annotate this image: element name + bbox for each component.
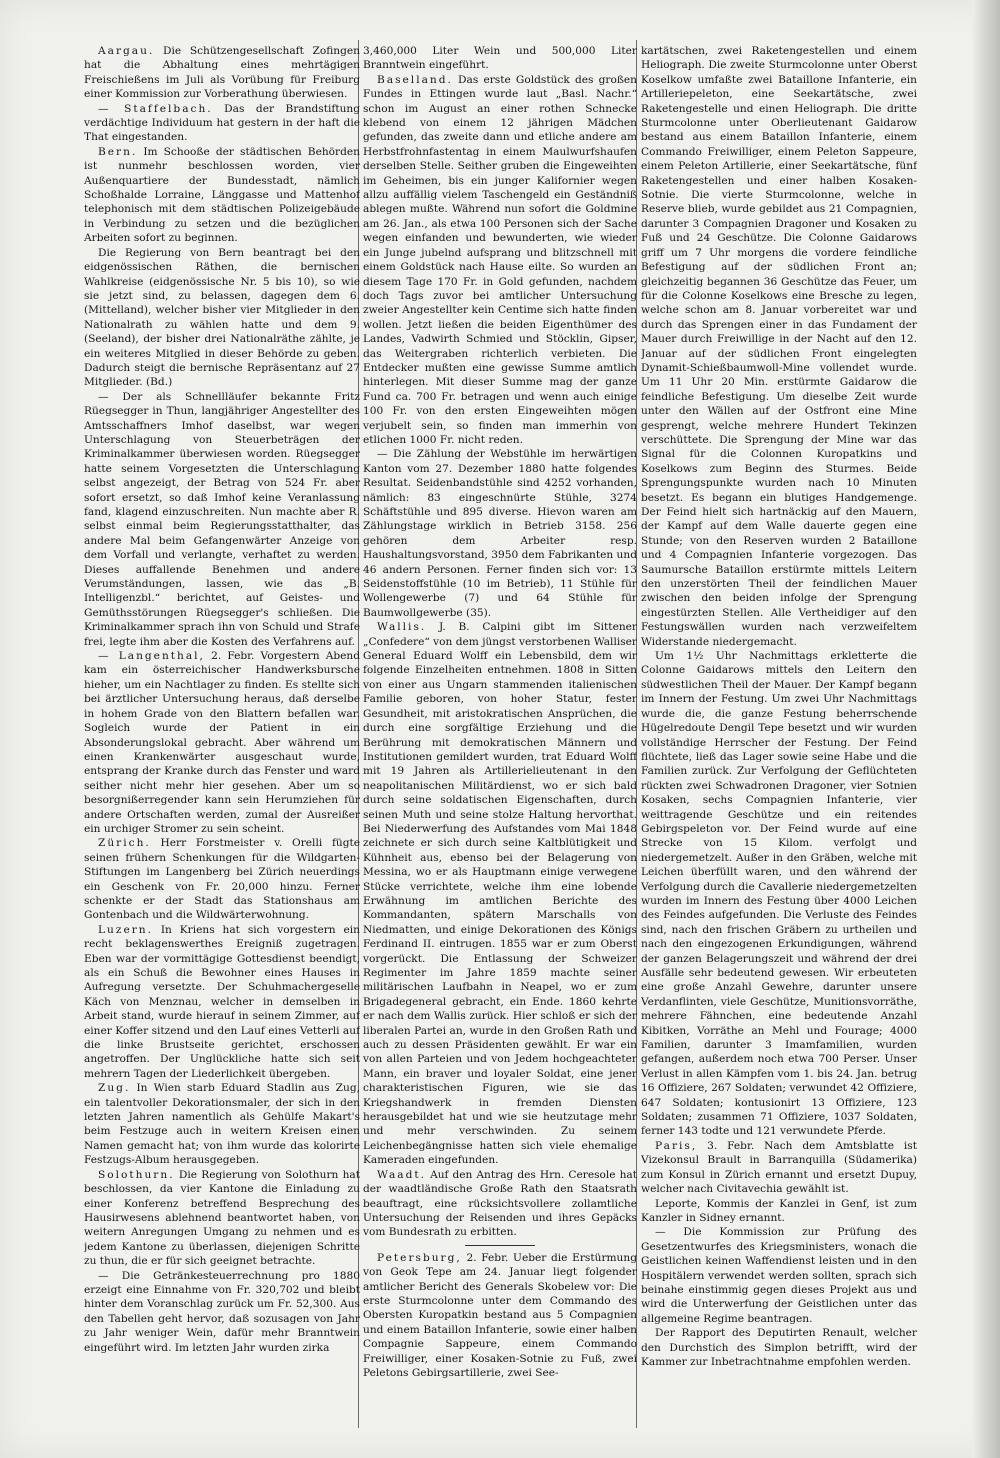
article-paragraph [84,923,360,1081]
paragraph-text: Herr Forstmeister v. Orelli fügte seinen frühern Schenkungen für die Wildgarten-Stiftungen im Langenberg bei Zürich neuerdings ein Geschenk von Fr. 20,000 hinzu. Ferner schenkte er der Stadt das Stationshaus am Gontenbach und die Wildwärterwohnung. [84,837,360,922]
article-paragraph [84,1081,360,1167]
paragraph-text: Auf den Antrag des Hrn. Ceresole hat der waadtländische Große Rath den Staatsrath beauftragt, eine rücksichtsvollere zollamtliche Untersuchung der Reisenden und ihres Gepäcks vom Bundesrath zu erbitten. [363,1168,637,1239]
paragraph-text: Das der Brandstiftung verdächtige Individuum hat gestern in der haft die That eingestanden. [84,102,360,144]
article-paragraph [84,390,360,649]
paragraph-text: — Die Getränkesteuerrechnung pro 1880 erzeigt eine Einnahme von Fr. 320,702 und bleibt hinter dem Voranschlag zurück um Fr. 52,300. Aus den Tabellen geht hervor, daß sozusagen von Jahr zu Jahr weniger Wein, dafür mehr Branntwein eingeführt wird. Im letzten Jahr wurden zirka [84,1269,360,1354]
paragraph-text: Die Regierung von Bern beantragt bei den eidgenössischen Räthen, die bernischen Wahlkreise (eidgenössische Nr. 5 bis 10), so wie sie jetzt sind, zu belassen, dagegen dem 6. (Mittelland), welcher bisher vier Mitglieder in den Nationalrath zu wählen hatte und dem 9. (Seeland), der bisher drei Nationalräthe zählte, je ein weiteres Mitglied in dieser Behörde zu geben. Dadurch steigt die bernische Repräsentanz auf 27 Mitglieder. (Bd.) [84,246,360,389]
paragraph-text: Im Schooße der städtischen Behörden ist nunmehr beschlossen worden, vier Außenquartiere der Bundesstadt, nämlich Schoßhalde Lorraine, Länggasse und Mattenhof telephonisch mit dem städtischen Polizeigebäude in Verbindung zu setzen und die bezüglichen Arbeiten sofort zu beginnen. [84,145,360,245]
article-paragraph [84,1168,360,1269]
dateline: — Langenthal, [98,650,205,663]
article-paragraph [363,447,637,620]
paragraph-text: 3,460,000 Liter Wein und 500,000 Liter Branntwein eingeführt. [363,45,637,72]
article-paragraph [84,649,360,836]
article-paragraph [84,145,360,246]
dateline: Baselland. [377,73,453,86]
paragraph-text: Der Rapport des Deputirten Renault, welcher den Durchstich des Simplon betrifft, wird der Kammer zur Inbetrachtnahme empfohlen werden. [641,1327,917,1368]
dateline: Solothurn. [98,1168,175,1181]
article-paragraph [363,1168,637,1240]
article-paragraph [363,620,637,1167]
article-paragraph [363,44,637,73]
article-paragraph [84,1269,360,1355]
paragraph-text: J. B. Calpini gibt im Sittener „Confedere“ von dem jüngst verstorbenen Walliser General Eduard Wolff ein Lebensbild, dem wir folgende Einzelheiten entnehmen. 1808 in Sitten von einer aus Ungarn stammenden italienischen Familie geboren, von hoher Statur, fester Gesundheit, mit aristokratischen Ansprüchen, die durch eine sorgfältige Erziehung und die Berührung mit demokratischen Männern und Institutionen gemildert wurden, trat Eduard Wolff mit 19 Jahren als Artillerielieutenant in den neapolitanischen Militärdienst, wo er sich bald durch seine soldatischen Eigenschaften, durch seinen Muth und seine stolze Haltung hervorthat. Bei Niederwerfung des Aufstandes vom Mai 1848 zeichnete er sich durch seine Kaltblütigkeit und Kühnheit aus, ebenso bei der Belagerung von Messina, wo er als Hauptmann einige verwegene Stücke verrichtete, welche ihm eine lobende Erwähnung im amtlichen Berichte des Kommandanten, spätern Marschalls von Niedmatten, und einige Dekorationen des Königs Ferdinand II. eintrugen. 1855 war er zum Oberst vorgerückt. Die Entlassung der Schweizer Regimenter im Jahre 1859 machte seiner militärischen Laufbahn in Neapel, wo er zum Brigadegeneral gebracht, ein Ende. 1860 kehrte er nach dem Wallis zurück. Hier schloß er sich der liberalen Partei an, wurde in den Großen Rath und auch zu dessen Präsidenten gewählt. Er war ein von allen Parteien und von Jedem hochgeachteter Mann, ein braver und loyaler Soldat, eine jener charakteristischen Figuren, wie sie das Kriegshandwerk in fremden Diensten herausgebildet hat und wie sie heutzutage mehr und mehr verschwinden. Zu seinem Leichenbegängnisse hatten sich viele ehemalige Kameraden eingefunden. [363,621,637,1167]
article-paragraph [641,44,917,649]
column-1 [84,44,360,1424]
paragraph-text: In Wien starb Eduard Stadlin aus Zug, ein talentvoller Dekorationsmaler, der sich in den letzten Jahren namentlich als Gehülfe Makart's beim Festzuge auch in weitern Kreisen einen Namen gemacht hat; von ihm wurde das kolorirte Festzugs-Album herausgegeben. [84,1082,360,1167]
article-paragraph [363,1251,637,1381]
column-3 [641,44,917,1424]
article-paragraph [641,1139,917,1197]
article-paragraph [363,73,637,448]
paragraph-text: — Der als Schnellläufer bekannte Fritz Rüegsegger in Thun, langjähriger Angestellter des Amtsschaffners Imhof daselbst, war wegen Unterschlagung von Steuerbeträgen der Kriminalkammer überwiesen worden. Rüegsegger hatte seinem Vorgesetzten die Unterschlagung selbst angezeigt, der Betrag von 524 Fr. aber sofort ersetzt, so daß Imhof keine Veranlassung fand, klagend einzuschreiten. Nun machte aber R. selbst einmal beim Regierungsstatthalter, das andere Mal beim Gefangenwärter Anzeige von dem Vorfall und verlangte, verhaftet zu werden. Dieses auffallende Benehmen und andere Verumständungen, lassen, wie das „B. Intelligenzbl.“ berichtet, auf Geistes- und Gemüthsstörungen Rüegsegger's schließen. Die Kriminalkammer sprach ihn von Schuld und Strafe frei, legte ihm aber die Kosten des Verfahrens auf. [84,390,360,648]
paragraph-text: — Die Zählung der Webstühle im herwärtigen Kanton vom 27. Dezember 1880 hatte folgendes Resultat. Seidenbandstühle sind 4252 vorhanden, nämlich: 83 eingeschnürte Stühle, 3274 Schäftstühle und 895 diverse. Hievon waren am Zählungstage wirklich in Betrieb 3158. 256 gehören dem Arbeiter resp. Haushaltungsvorstand, 3950 dem Fabrikanten und 46 andern Personen. Ferner finden sich vor: 13 Seidenstoffstühle (10 im Betrieb), 11 Stühle für Wollengewerbe (7) und 64 Stühle für Baumwollgewerbe (35). [363,448,637,619]
paragraph-text: Um 1½ Uhr Nachmittags erkletterte die Colonne Gaidarows mittels den Leitern den südwestlichen Theil der Mauer. Der Kampf begann im Innern der Festung. Um zwei Uhr Nachmittags wurde die, die ganze Festung beherrschende Hügelredoute Dengil Tepe besetzt und wir wurden vollständige Herrscher der Festung. Der Feind flüchtete, ließ das Lager sowie seine Habe und die Familien zurück. Zur Verfolgung der Geflüchteten rückten zwei Schwadronen Dragoner, vier Sotnien Kosaken, sechs Compagnien Infanterie, vier weittragende Geschütze und ein reitendes Gebirgspeleton vor. Der Feind wurde auf eine Strecke von 15 Kilom. verfolgt und niedergemetzelt. Außer in den Gräben, welche mit Leichen überfüllt waren, und den während der Verfolgung durch die Cavallerie niedergemetzelten wurden im Innern des Festung über 4000 Leichen des Feindes aufgefunden. Die Verluste des Feindes sind, nach den frischen Gräbern zu urtheilen und nach den eingezogenen Erkundigungen, während der ganzen Belagerungszeit und während der drei Ausfälle sehr bedeutend gewesen. Wir erbeuteten eine große Anzahl Gewehre, darunter unsere Verdanflinten, viele Geschütze, Munitionsvorräthe, mehrere Fähnchen, eine bedeutende Anzahl Kibitken, Vorräthe an Mehl und Fourage; 4000 Familien, darunter 3 Imamfamilien, wurden gefangen, außerdem noch etwa 700 Perser. Unser Verlust in allen Kämpfen vom 1. bis 24. Jan. betrug 16 Offiziere, 267 Soldaten; verwundet 42 Offiziere, 647 Soldaten; kontusionirt 13 Offiziere, 123 Soldaten; zusammen 71 Offiziere, 1037 Soldaten, ferner 143 todte und 121 verwundete Pferde. [641,650,917,1138]
paragraph-text: kartätschen, zwei Raketengestellen und einem Heliograph. Die zweite Sturmcolonne unter Oberst Koselkow umfaßte zwei Bataillone Infanterie, ein Artilleriepeleton, eine Seekartätsche, zwei Raketengestelle und einen Heliograph. Die dritte Sturmcolonne unter Oberlieutenant Gaidarow bestand aus einem Bataillon Infanterie, einem Commando Freiwilliger, einem Peleton Sappeure, einem Peleton Artillerie, einer Seekartätsche, fünf Raketengestellen und einer halben Kosaken-Sotnie. Die vierte Sturmcolonne, welche in Reserve blieb, wurde gebildet aus 21 Compagnien, darunter 3 Compagnien Dragoner und Kosaken zu Fuß und 24 Geschütze. Die Colonne Gaidarows griff um 7 Uhr morgens die vordere feindliche Befestigung auf der südlichen Front an; gleichzeitig begannen 36 Geschütze das Feuer, um für die Colonne Koselkows eine Bresche zu legen, welche schon am 8. Januar vorbereitet war und durch das Sprengen einer in das Fundament der Mauer durch Freiwillige in der Nacht auf den 12. Januar auf der südlichen Front eingelegten Dynamit-Schießbaumwoll-Mine vollendet wurde. Um 11 Uhr 20 Min. erstürmte Gaidarow die feindliche Befestigung. Um dieselbe Zeit wurde unter den Wällen auf der Ostfront eine Mine gesprengt, welche mehrere Hundert Tekinzen verschüttete. Die Sprengung der Mine war das Signal für die Colonnen Kuropatkins und Koselkows zum Beginn des Sturmes. Beide Sprengungspunkte wurden nach 10 Minuten besetzt. Es begann ein blutiges Handgemenge. Der Feind hielt sich hartnäckig auf den Mauern, der Kampf auf dem Walle dauerte gegen eine Stunde; von den Reserven wurden 2 Bataillone und 4 Compagnien Infanterie vorgezogen. Das Saumursche Bataillon erstürmte mittels Leitern den unzerstörten Theil der feindlichen Mauer zwischen den beiden infolge der Sprengung eingestürzten Stellen. Alle Vertheidiger auf den Festungswällen wurden nach verzweifeltem Widerstande niedergemacht. [641,45,917,648]
dateline: Paris, [655,1139,698,1152]
article-paragraph [641,1225,917,1326]
paragraph-text: 2. Febr. Vorgestern Abend kam ein österreichischer Handwerksbursche hieher, um ein Nachtlager zu finden. Es stellte sich bei ärztlicher Untersuchung heraus, daß derselbe in hohem Grade von den Blattern befallen war. Sogleich wurde der Patient in ein Absonderungslokal gebracht. Aber während um einen Krankenwärter ausgeschaut wurde, entsprang der Kranke durch das Fenster und ward seither nicht mehr hier gesehen. Aber um so besorgnißerregender kann sein Herumziehen für andere Ortschaften werden, zumal der Ausreißer ein urchiger Stromer zu sein scheint. [84,650,360,835]
article-paragraph [84,102,360,145]
column-2 [363,44,637,1424]
paragraph-text: 3. Febr. Nach dem Amtsblatte ist Vizekonsul Brault in Barranquilla (Südamerika) zum Konsul in Zürich ernannt und ersetzt Dupuy, welcher nach Civitavechia gewählt ist. [641,1139,917,1196]
dateline: Zug. [98,1082,131,1095]
paragraph-text: Die Regierung von Solothurn hat beschlossen, da vier Kantone die Einladung zu einer Konferenz betreffend Besprechung des Hausirwesens ablehnend beantwortet haben, von weitern Anregungen Umgang zu nehmen und es jedem Kantone zu überlassen, diejenigen Schritte zu thun, die er für sich geeignet betrachte. [84,1168,360,1268]
article-paragraph [84,44,360,102]
paragraph-text: — Die Kommission zur Prüfung des Gesetzentwurfes des Kriegsministers, wonach die Geistlichen keinen Waffendienst leisten und in den Hospitälern verwendet werden sollten, sprach sich beinahe einstimmig gegen dieses Projekt aus und wird die Unterwerfung der Geistlichen unter das allgemeine Regime beantragen. [641,1226,917,1325]
article-paragraph [641,1326,917,1369]
paragraph-text: Das erste Goldstück des großen Fundes in Ettingen wurde laut „Basl. Nachr.“ schon im August an einer rothen Schnecke klebend von einem 12 jährigen Mädchen gefunden, das zweite dann und etliche andere am Herbstfrohnfastentag in einem Maulwurfshaufen derselben Stelle. Seither gruben die Eingeweihten im Geheimen, bis ein junger Kalifornier wegen allzu auffällig vielem Taschengeld ein Geständniß ablegen mußte. Während nun sofort die Goldmine am 26. Jan., als etwa 100 Personen sich der Sache wegen einfanden und bewunderten, wie wieder ein Junge jubelnd aufsprang und blitzschnell mit einem Goldstück nach Hause eilte. So wurden an diesem Tage 170 Fr. in Gold gefunden, nachdem doch Tags zuvor bei amtlicher Untersuchung zweier Angestellter kein Centime sich hatte finden wollen. Jetzt ließen die beiden Eigenthümer des Landes, Vadwirth Schmied und Stöcklin, Gipser, das Weitergraben richterlich verbieten. Die Entdecker mußten eine gewisse Summe amtlich hinterlegen. Mit dieser Summe mag der ganze Fund ca. 700 Fr. betragen und wenn auch einige 100 Fr. von den ersten Eingeweihten mögen verjubelt sein, so finden man immerhin von etlichen 1000 Fr. nicht reden. [363,73,637,446]
paragraph-text: In Kriens hat sich vorgestern ein recht beklagenswerthes Ereigniß zugetragen. Eben war der vormittägige Gottesdienst beendigt, als ein Schuß die Bewohner eines Hauses in Aufregung versetzte. Der Schuhmachergeselle Käch von Menznau, welcher in demselben in Arbeit stand, wurde hierauf in seinem Zimmer, auf einer Koffer sitzend und den Lauf eines Vetterli auf die linke Brustseite gerichtet, erschossen angetroffen. Der Unglückliche hatte sich seit mehrern Tagen der Liederlichkeit übergeben. [84,923,360,1080]
dateline: Bern. [98,145,138,158]
paragraph-text: 2. Febr. Ueber die Erstürmung von Geok Tepe am 24. Januar liegt folgender amtlicher Bericht des Generals Skobelew vor: Die erste Sturmcolonne unter dem Commando des Obersten Kuropatkin bestand aus 5 Compagnien und einem Bataillon Infanterie, sowie einer halben Compagnie Sappeure, einem Commando Freiwilliger, einer Kosaken-Sotnie zu Fuß, zwei Peletons Gebirgsartillerie, zwei See- [363,1251,637,1379]
dateline: — Staffelbach. [98,102,213,115]
paragraph-text: Die Schützengesellschaft Zofingen hat die Abhaltung eines mehrtägigen Freischießens im Juli als Vorübung für Freiburg einer Kommission zur Vorberathung überwiesen. [84,45,360,101]
paragraph-text: Leporte, Kommis der Kanzlei in Genf, ist zum Kanzler in Sidney ernannt. [641,1197,917,1224]
dateline: Waadt. [377,1168,427,1181]
article-paragraph [84,836,360,922]
dateline: Luzern. [98,923,153,936]
article-paragraph [84,246,360,390]
page-edge [972,0,1000,1458]
dateline: Aargau. [98,45,155,57]
dateline: Petersburg, [377,1251,462,1264]
dateline: Zürich. [98,837,151,850]
section-divider [465,1245,535,1246]
article-paragraph [641,1197,917,1226]
dateline: Wallis. [377,621,427,634]
article-paragraph [641,649,917,1139]
